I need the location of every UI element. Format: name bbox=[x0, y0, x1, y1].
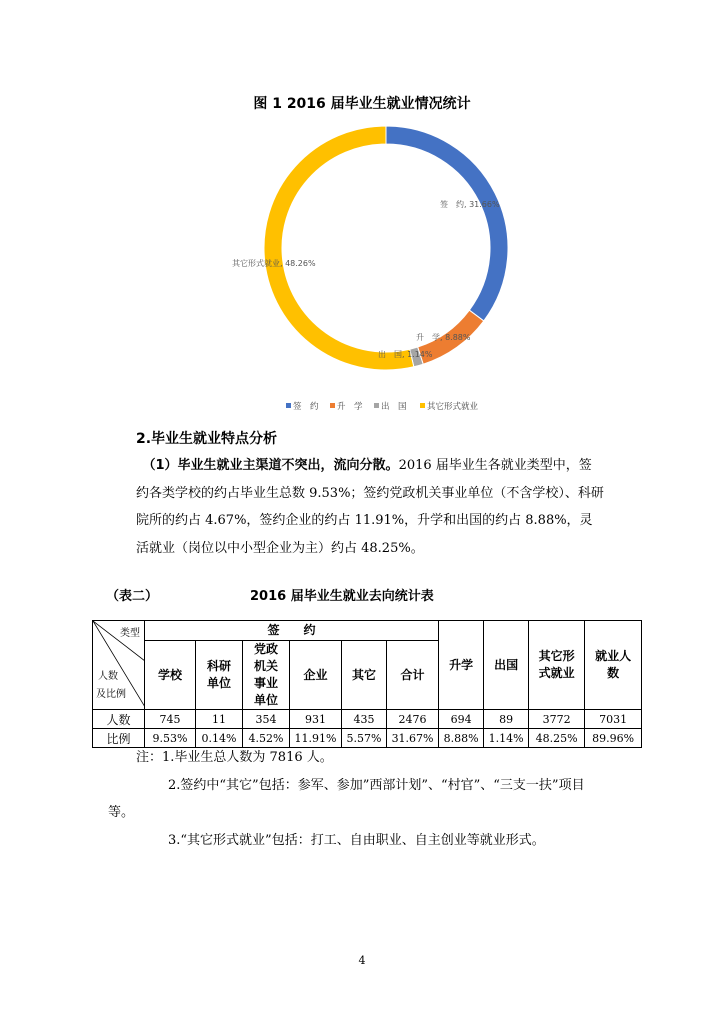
paragraph-analysis bbox=[136, 452, 604, 562]
cell: 1.14% bbox=[484, 729, 529, 748]
cell: 89.96% bbox=[585, 729, 642, 748]
slice-label: 出 国, 1.14% bbox=[378, 350, 433, 359]
cell: 7031 bbox=[585, 710, 642, 729]
cell: 435 bbox=[342, 710, 387, 729]
header-school: 学校 bbox=[145, 641, 196, 710]
cell: 745 bbox=[145, 710, 196, 729]
cell: 694 bbox=[439, 710, 484, 729]
header-employed-count: 就业人数 bbox=[585, 621, 642, 710]
employment-table bbox=[92, 620, 642, 748]
cell: 354 bbox=[243, 710, 290, 729]
legend-label: 其它形式就业 bbox=[427, 402, 479, 412]
cell: 0.14% bbox=[196, 729, 243, 748]
note-1: 注：1.毕业生总人数为 7816 人。 bbox=[136, 750, 333, 765]
header-research: 科研单位 bbox=[196, 641, 243, 710]
cell: 9.53% bbox=[145, 729, 196, 748]
corner-label-count: 人数 bbox=[98, 671, 118, 682]
paragraph-lead: （1）毕业生就业主渠道不突出，流向分散。 bbox=[149, 458, 399, 473]
cell: 11 bbox=[196, 710, 243, 729]
legend-label: 出 国 bbox=[381, 402, 407, 412]
cell: 8.88% bbox=[439, 729, 484, 748]
legend-label: 升 学 bbox=[337, 402, 363, 412]
donut-slice-1 bbox=[386, 126, 508, 321]
legend-label: 签 约 bbox=[293, 402, 319, 412]
section-heading: 2.毕业生就业特点分析 bbox=[136, 431, 278, 447]
cell: 3772 bbox=[529, 710, 585, 729]
donut-chart bbox=[0, 0, 724, 420]
figure-title: 图 1 2016 届毕业生就业情况统计 bbox=[253, 96, 471, 112]
legend-swatch bbox=[420, 403, 425, 408]
table-row-count bbox=[93, 710, 642, 729]
header-total: 合计 bbox=[387, 641, 439, 710]
slice-label: 签 约, 31.66% bbox=[440, 200, 500, 209]
header-other-employment: 其它形式就业 bbox=[529, 621, 585, 710]
page-number: 4 bbox=[358, 954, 366, 967]
legend-swatch bbox=[330, 403, 335, 408]
donut-slices bbox=[264, 126, 508, 370]
group-header-signed: 签 约 bbox=[145, 621, 439, 641]
row-label: 人数 bbox=[93, 710, 145, 729]
table-corner-cell bbox=[93, 621, 145, 710]
corner-label-ratio: 及比例 bbox=[96, 689, 126, 700]
table-title: 2016 届毕业生就业去向统计表 bbox=[250, 589, 434, 604]
cell: 89 bbox=[484, 710, 529, 729]
cell: 931 bbox=[290, 710, 342, 729]
chart-legend bbox=[286, 401, 479, 412]
cell: 2476 bbox=[387, 710, 439, 729]
header-government: 党政机关事业单位 bbox=[243, 641, 290, 710]
cell: 48.25% bbox=[529, 729, 585, 748]
slice-label: 其它形式就业, 48.26% bbox=[232, 259, 316, 268]
legend-swatch bbox=[286, 403, 291, 408]
note-3: 3.“其它形式就业”包括：打工、自由职业、自主创业等就业形式。 bbox=[168, 833, 545, 848]
header-other: 其它 bbox=[342, 641, 387, 710]
corner-label-type: 类型 bbox=[120, 628, 140, 639]
cell: 11.91% bbox=[290, 729, 342, 748]
legend-swatch bbox=[374, 403, 379, 408]
table-label: （表二） bbox=[106, 589, 159, 604]
header-further-study: 升学 bbox=[439, 621, 484, 710]
donut-slice-4 bbox=[264, 126, 414, 370]
header-abroad: 出国 bbox=[484, 621, 529, 710]
cell: 5.57% bbox=[342, 729, 387, 748]
row-label: 比例 bbox=[93, 729, 145, 748]
header-enterprise: 企业 bbox=[290, 641, 342, 710]
note-2: 2.签约中“其它”包括：参军、参加”西部计划”、“村官”、“三支一扶”项目等。 bbox=[108, 778, 585, 820]
cell: 31.67% bbox=[387, 729, 439, 748]
cell: 4.52% bbox=[243, 729, 290, 748]
paragraph-body: 2016 届毕业生各就业类型中，签约各类学校的约占毕业生总数 9.53%；签约党政机关事业单位（不含学校）、科研院所的约占 4.67%，签约企业的约占 11.91%，升学和出国的约占 8.88%，灵活就业（岗位以中小型企业为主）约占 48.25%。 bbox=[136, 458, 604, 556]
slice-label: 升 学, 8.88% bbox=[416, 333, 471, 342]
